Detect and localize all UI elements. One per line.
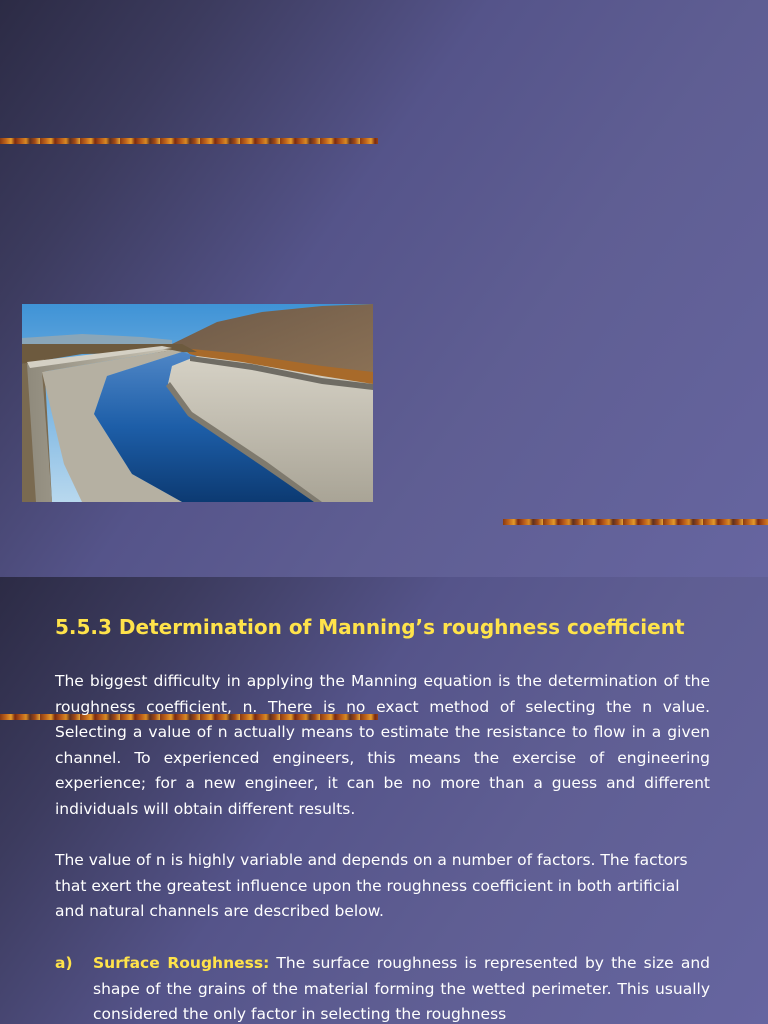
list-item-body xyxy=(93,951,710,1024)
list-item-surface-roughness xyxy=(55,951,710,1024)
list-item-text: The surface roughness is represented by the size and shape of the grains of the material forming the wetted perimeter. This usually considered the only factor in selecting the roughness xyxy=(93,954,710,1024)
canal-photo xyxy=(22,304,373,502)
list-marker: a) xyxy=(55,954,73,972)
paragraph-factors: The value of n is highly variable and depends on a number of factors. The factors that exert the greatest influence upon the roughness coefficient in both artificial and natural channels are described below. xyxy=(55,851,688,921)
list-item-term: Surface Roughness: xyxy=(93,954,270,972)
decorative-bar-top xyxy=(0,138,378,144)
paragraph-difficulty: The biggest difficulty in applying the Manning equation is the determination of the roughness coefficient, n. There is no exact method of selecting the n value. Selecting a value of n actually means to estimate the resistance to flow in a given channel. To experienced engineers, this means the exercise of engineering experience; for a new engineer, it can be no more than a guess and different individuals will obtain different results. xyxy=(55,672,710,818)
slide-2 xyxy=(0,577,768,1024)
decorative-bar-bottom xyxy=(503,519,768,525)
section-heading: 5.5.3 Determination of Manning’s roughness coefficient xyxy=(55,615,685,639)
